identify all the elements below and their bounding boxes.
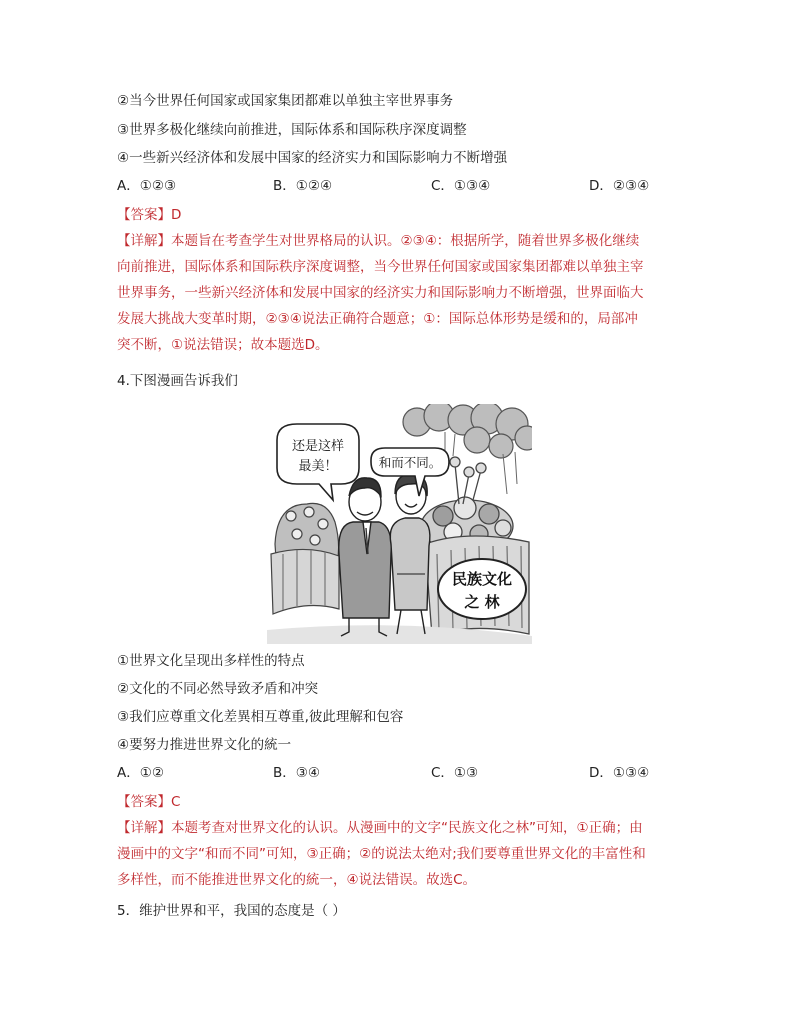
q3-statement-3: ③世界多极化继续向前推进，国际体系和国际秩序深度调整 <box>117 122 467 138</box>
sign-text-line2: 之 林 <box>464 593 500 611</box>
q3-options <box>117 176 677 196</box>
q3-detail-line: 世界事务，一些新兴经济体和发展中国家的经济实力和国际影响力不断增强，世界面临大 <box>117 285 644 301</box>
q4-statement-4: ④要努力推进世界文化的統一 <box>117 737 292 753</box>
q3-detail-line: 发展大挑战大变革时期，②③④说法正确符合题意；①：国际总体形势是缓和的，局部冲 <box>117 311 638 327</box>
q4-statement-1: ①世界文化呈现出多样性的特点 <box>117 653 305 669</box>
q3-detail-line: 突不断，①说法错误；故本题选D。 <box>117 337 329 353</box>
q4-options <box>117 763 677 783</box>
q4-detail <box>117 815 682 893</box>
q5-stem: 5．维护世界和平，我国的态度是（ ） <box>117 903 346 919</box>
cartoon-image <box>267 404 532 644</box>
speech-bubble-left <box>277 424 359 500</box>
q4-option-a: A．①② <box>117 765 164 781</box>
q3-answer: 【答案】D <box>117 207 182 223</box>
q3-option-c: C．①③④ <box>431 178 491 194</box>
q4-stem: 4.下图漫画告诉我们 <box>117 373 238 389</box>
q4-detail-line: 【详解】本题考查对世界文化的认识。从漫画中的文字“民族文化之林”可知，①正确；由 <box>117 820 643 836</box>
q3-detail <box>117 228 682 358</box>
q3-statement-2: ②当今世界任何国家或国家集团都难以单独主宰世界事务 <box>117 93 454 109</box>
q4-detail-line: 漫画中的文字“和而不同”可知，③正确；②的说法太绝对;我们要尊重世界文化的丰富性和 <box>117 846 646 862</box>
bubble-right-text: 和而不同。 <box>378 455 442 470</box>
q4-statement-3: ③我们应尊重文化差異相互尊重,彼此理解和包容 <box>117 709 404 725</box>
q3-detail-line: 【详解】本题旨在考查学生对世界格局的认识。②③④：根据所学，随着世界多极化继续 <box>117 233 640 249</box>
bubble-left-line2: 最美！ <box>298 459 338 474</box>
q4-statement-2: ②文化的不同必然导致矛盾和冲突 <box>117 681 319 697</box>
q3-option-d: D．②③④ <box>589 178 650 194</box>
cartoon-drawing <box>267 404 532 644</box>
q4-option-c: C．①③ <box>431 765 479 781</box>
q3-statement-4: ④一些新兴经济体和发展中国家的经济实力和国际影响力不断增强 <box>117 150 508 166</box>
sign-text-line1: 民族文化 <box>451 570 513 588</box>
q3-detail-line: 向前推进，国际体系和国际秩序深度调整，当今世界任何国家或国家集团都难以单独主宰 <box>117 259 644 275</box>
q4-detail-line: 多样性，而不能推进世界文化的統一，④说法错误。故选C。 <box>117 872 477 888</box>
q4-answer: 【答案】C <box>117 794 181 810</box>
q3-option-a: A．①②③ <box>117 178 177 194</box>
q3-option-b: B．①②④ <box>273 178 333 194</box>
q4-option-b: B．③④ <box>273 765 320 781</box>
q4-option-d: D．①③④ <box>589 765 650 781</box>
bubble-left-line1: 还是这样 <box>291 439 345 454</box>
